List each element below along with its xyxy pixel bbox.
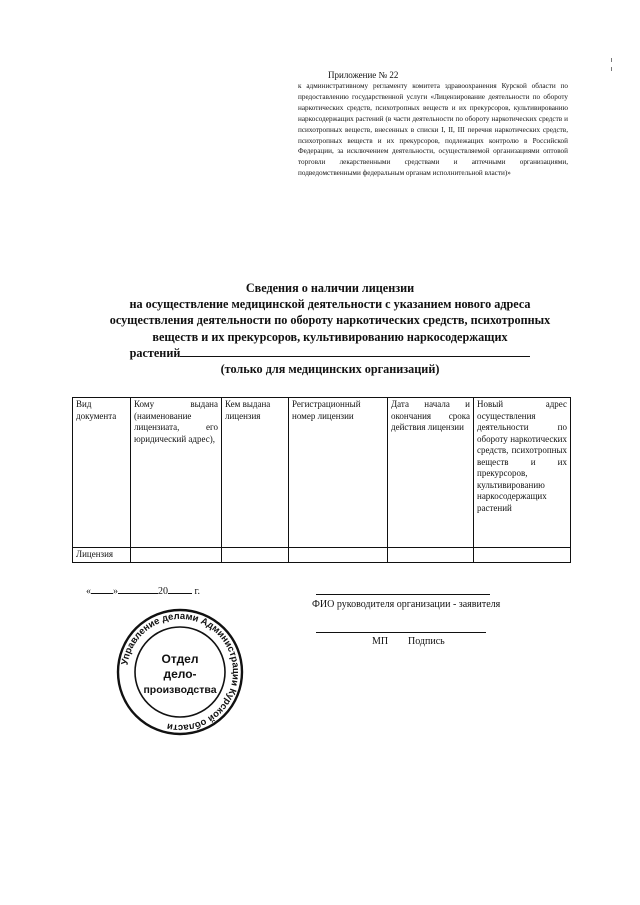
margin-mark [611, 58, 613, 80]
appendix-text: к административному регламенту комитета здравоохранения Курской области по предоставлению государственной услуги «Лицензирование деятельности по обороту наркотических средств, психотропных веществ и их прекурсоров, культивированию наркосодержащих растений (в части деятельности по обороту наркотических средств и психотропных веществ, внесенных в списки I, II, III перечня наркотических средств, психотропных веществ и их прекурсоров, подлежащих контролю в Российской Федерации, за исключением деятельности, осуществляемой организациями оптовой торговли лекарственными средствами и аптечными организациями, подведомственными федеральным органам исполнительной власти)» [298, 82, 568, 178]
fio-blank-line[interactable] [316, 594, 490, 595]
cell-issued-by[interactable] [222, 548, 289, 563]
license-table [72, 397, 571, 563]
header-new-address: Новый адрес осуществления деятельности по обороту наркотических средств, психотропных веществ и их прекурсоров, культивированию наркосодержащих растений [474, 398, 571, 548]
plants-blank-field[interactable] [180, 346, 530, 357]
heading-line-4: веществ и их прекурсоров, культивированию наркосодержащих [152, 329, 508, 344]
row-label-license: Лицензия [73, 548, 131, 563]
header-issued-to: Кому выдана (наименование лицензиата, его юридический адрес), [131, 398, 222, 548]
heading-line-5 [60, 345, 600, 361]
cell-issued-to[interactable] [131, 548, 222, 563]
office-stamp [115, 607, 245, 737]
stamp-center-line-3: производства [143, 684, 217, 696]
stamp-center-line-1: Отдел [161, 652, 199, 666]
signature-label: Подпись [408, 636, 445, 647]
header-reg-number: Регистрационный номер лицензии [289, 398, 388, 548]
year-suffix: г. [194, 586, 200, 597]
appendix-title: Приложение № 22 [328, 70, 399, 80]
year-blank[interactable] [168, 585, 192, 594]
year-prefix: 20 [158, 586, 168, 597]
fio-label: ФИО руководителя организации - заявителя [312, 599, 501, 610]
heading-plants-word: растений [129, 345, 181, 360]
header-dates: Дата начала и окончания срока действия лицензии [388, 398, 474, 548]
cell-dates[interactable] [388, 548, 474, 563]
quote-close: » [113, 586, 118, 597]
date-field [86, 585, 200, 597]
stamp-ring-text: Управление делами Администрации Курской области [119, 610, 242, 734]
header-issued-by: Кем выдана лицензия [222, 398, 289, 548]
mp-label: МП [372, 636, 389, 647]
quote-open: « [86, 586, 91, 597]
heading-line-3: осуществления деятельности по обороту наркотических средств, психотропных [109, 313, 551, 328]
stamp-center-line-2: дело- [163, 667, 197, 681]
table-row [73, 548, 571, 563]
document-heading [60, 280, 600, 377]
table-header-row [73, 398, 571, 548]
header-doc-type: Вид документа [73, 398, 131, 548]
month-blank[interactable] [118, 585, 158, 594]
heading-line-1: Сведения о наличии лицензии [245, 281, 415, 295]
heading-line-2: на осуществление медицинской деятельности с указанием нового адреса [129, 297, 531, 312]
signature-blank-line[interactable] [316, 632, 486, 633]
day-blank[interactable] [91, 585, 113, 594]
cell-reg-number[interactable] [289, 548, 388, 563]
cell-new-address[interactable] [474, 548, 571, 563]
heading-line-6: (только для медицинских организаций) [220, 362, 440, 377]
